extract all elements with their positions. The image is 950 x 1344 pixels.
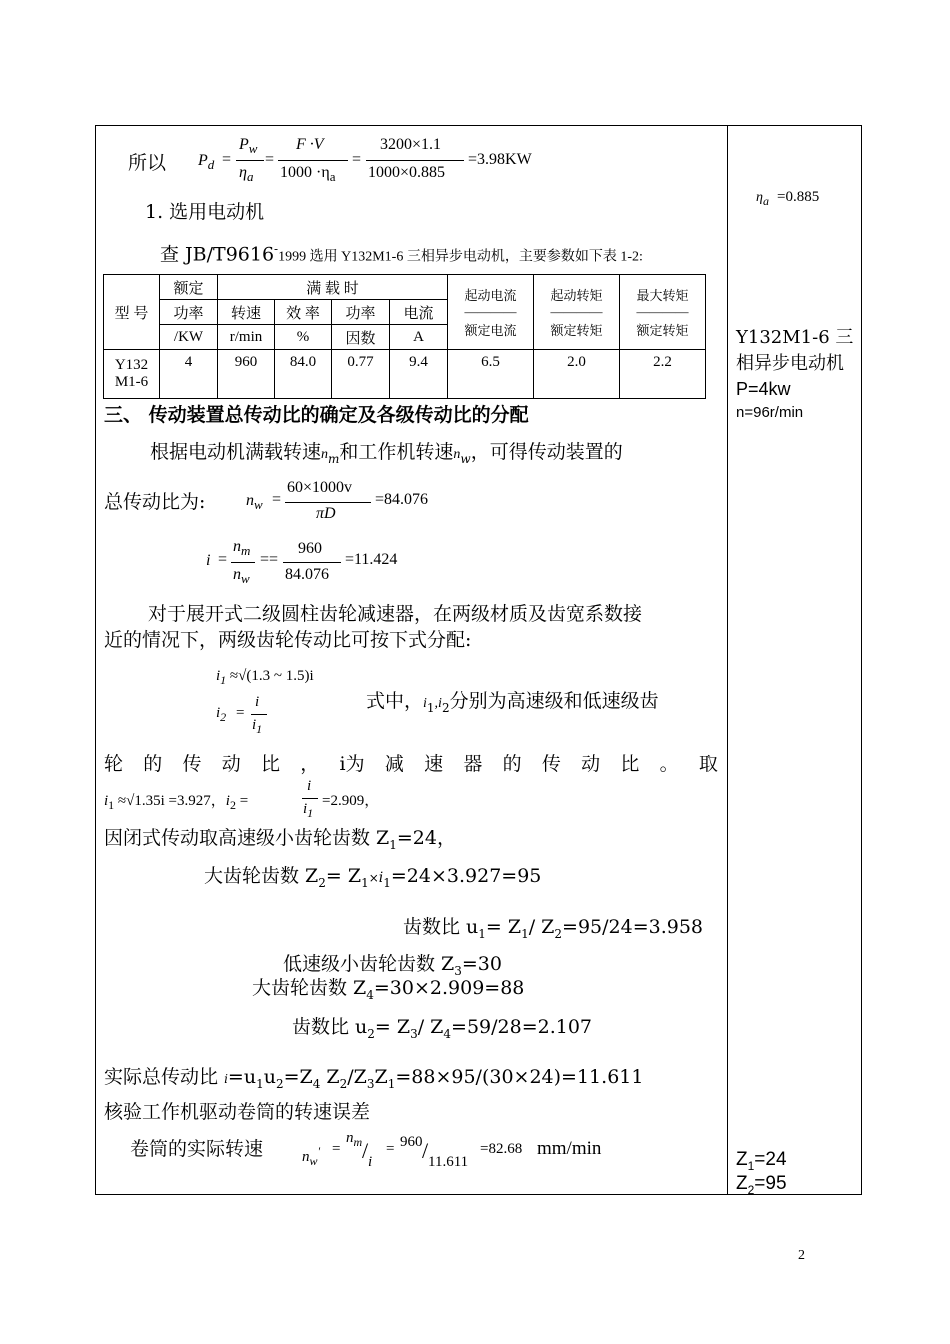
nw-num: 60×1000v [287, 479, 353, 496]
cell-efficiency: 84.0 [275, 350, 332, 399]
th-max-torque: 最大转矩 ———— 额定转矩 [620, 275, 706, 350]
side-z1: $Z_1=24$ [736, 1149, 787, 1173]
cell-power: 4 [160, 350, 218, 399]
th-current-2: A [390, 325, 448, 350]
pd-f3-num: 3200×1.1 [380, 136, 442, 153]
th-model: 型 号 [104, 275, 160, 350]
take-num: i [307, 778, 312, 794]
pd-result: =3.98KW [468, 151, 532, 168]
u2-line: 齿数比 $u_2= Z_3/$ $Z_4=59/28=2.107$ [292, 1016, 593, 1041]
th-start-current: 起动电流 ———— 额定电流 [448, 275, 534, 350]
motor-heading: 1. 选用电动机 [145, 201, 265, 223]
th-full-load: 满 载 时 [218, 275, 448, 300]
side-z2: $Z_2=95$ [736, 1173, 787, 1197]
para2-line2: 近的情况下，两级齿轮传动比可按下式分配: [104, 629, 472, 651]
th-speed-2: r/min [218, 325, 275, 350]
pd-prefix: 所以 [128, 152, 167, 174]
side-motor-line2: 相异步电动机 [736, 353, 844, 374]
u1-line: 齿数比 $u_1= Z_1/$ $Z_2=95/24=3.958$ [403, 916, 704, 941]
cell-pf: 0.77 [332, 350, 390, 399]
cell-model: Y132 M1-6 [104, 350, 160, 399]
side-motor-line1: Y132M1-6 三 [736, 327, 854, 348]
nw-eq: = [272, 491, 282, 508]
drum-unit: mm/min [537, 1138, 602, 1159]
actual-ratio-line: 实际总传动比 $i=u_1u_2=Z_4$ $Z_2/Z_3Z_1=88\times 95/(30\times 24)=11.611$ [104, 1066, 644, 1091]
nw-lhs: $n_w$ [246, 492, 263, 513]
z3-line: 低速级小齿轮齿数 $Z_3=30$ [283, 953, 502, 978]
pd-f1-num: $P_w$ [239, 136, 258, 157]
pd-lhs: $P_d$ [198, 152, 215, 173]
i-den2: 84.076 [285, 566, 329, 583]
motor-intro: 查 JB/T9616-1999 选用 Y132M1-6 三相异步电动机，主要参数如下表 1-2: [160, 242, 643, 266]
pd-eq3: = [352, 151, 362, 168]
drum-eq2: = [386, 1141, 395, 1157]
cell-start-torque: 2.0 [534, 350, 620, 399]
cell-speed: 960 [218, 350, 275, 399]
i-eq: = [218, 551, 228, 568]
table-row [104, 350, 706, 399]
i2-den: $i_1$ [252, 717, 263, 736]
total-ratio-label: 总传动比为: [104, 491, 206, 513]
pd-eq2: = [265, 151, 275, 168]
i-mid: == [260, 551, 279, 568]
z4-line: 大齿轮齿数 $Z_4=30\times 2.909=88$ [252, 977, 525, 1002]
nw-result: =84.076 [375, 491, 429, 508]
i-result: =11.424 [345, 551, 398, 568]
cell-start-current: 6.5 [448, 350, 534, 399]
i-num2: 960 [298, 540, 322, 557]
pd-f2-den: $1000 \cdot\eta_a$ [280, 164, 336, 185]
z1-line: 因闭式传动取高速级小齿轮齿数 $Z_1=24$， [104, 827, 456, 852]
cell-max-torque: 2.2 [620, 350, 706, 399]
verify-line: 核验工作机驱动卷筒的转速误差 [104, 1101, 371, 1123]
para1-line: 根据电动机满载转速$n_m$和工作机转速$n_w$，可得传动装置的 [150, 441, 623, 466]
drum-den: i [368, 1154, 373, 1170]
i1-formula: $i_1 \approx√(1.3$ ~ 1.5)i [216, 668, 314, 687]
section3-title: 三、 传动装置总传动比的确定及各级传动比的分配 [104, 404, 529, 426]
spread-line: 轮 的 传 动 比 ， i为 减 速 器 的 传 动 比 。 取 [104, 753, 718, 775]
i-lhs: i [206, 552, 211, 569]
th-start-torque: 起动转矩 ———— 额定转矩 [534, 275, 620, 350]
column-divider [727, 125, 728, 1195]
drum-eq: = [332, 1141, 341, 1157]
drum-result: =82.68 [480, 1141, 523, 1157]
drum-label: 卷筒的实际转速 [130, 1138, 264, 1160]
z2-line: 大齿轮齿数 $Z_2= Z_1\times i_1=24\times 3.927=95$ [204, 865, 542, 890]
side-eta-val: =0.885 [777, 189, 820, 205]
th-pf-1: 功率 [332, 300, 390, 325]
side-eta: $\eta_a$ [756, 190, 769, 208]
take-den: $i_1$ [303, 801, 314, 820]
take-result: =2.909， [322, 793, 380, 809]
th-rated-power-2: 功率 [160, 300, 218, 325]
drum-slash2: / [422, 1138, 429, 1163]
drum-num: $n_m$ [346, 1130, 363, 1149]
page-number: 2 [798, 1248, 805, 1263]
th-current-1: 电流 [390, 300, 448, 325]
th-speed-1: 转速 [218, 300, 275, 325]
pd-f1-den: $\eta_a$ [239, 164, 254, 185]
th-eff-2: % [275, 325, 332, 350]
i2-eq: = [236, 705, 245, 721]
th-eff-1: 效 率 [275, 300, 332, 325]
where-line: 式中，$i_1,i_2$分别为高速级和低速级齿 [366, 690, 659, 715]
drum-n: $n_w'$ [302, 1144, 321, 1168]
th-pf-2: 因数 [332, 325, 390, 350]
side-motor-line3: P=4kw [736, 379, 791, 399]
take-formula-a: $i_1 \approx√1.35i =3.927$，$i_2$ = [104, 793, 249, 812]
th-rated-power-1: 额定 [160, 275, 218, 300]
cell-current: 9.4 [390, 350, 448, 399]
motor-spec-table [103, 274, 706, 399]
pd-f2-num: F ·V [296, 136, 324, 153]
pd-f3-den: 1000×0.885 [368, 164, 446, 181]
drum-slash: / [362, 1138, 369, 1163]
drum-num2: 960 [400, 1134, 423, 1150]
drum-den2: 11.611 [428, 1154, 469, 1170]
side-motor-line4: n=96r/min [736, 404, 804, 421]
th-rated-power-3: /KW [160, 325, 218, 350]
i2-lhs: $i_2$ [216, 705, 227, 724]
i2-num: i [255, 694, 260, 710]
para2-line1: 对于展开式二级圆柱齿轮减速器，在两级材质及齿宽系数接 [148, 603, 643, 625]
i-num: $n_m$ [233, 538, 251, 559]
nw-den: πD [316, 505, 336, 522]
pd-eq: = [222, 151, 232, 168]
i-den: $n_w$ [233, 566, 250, 587]
